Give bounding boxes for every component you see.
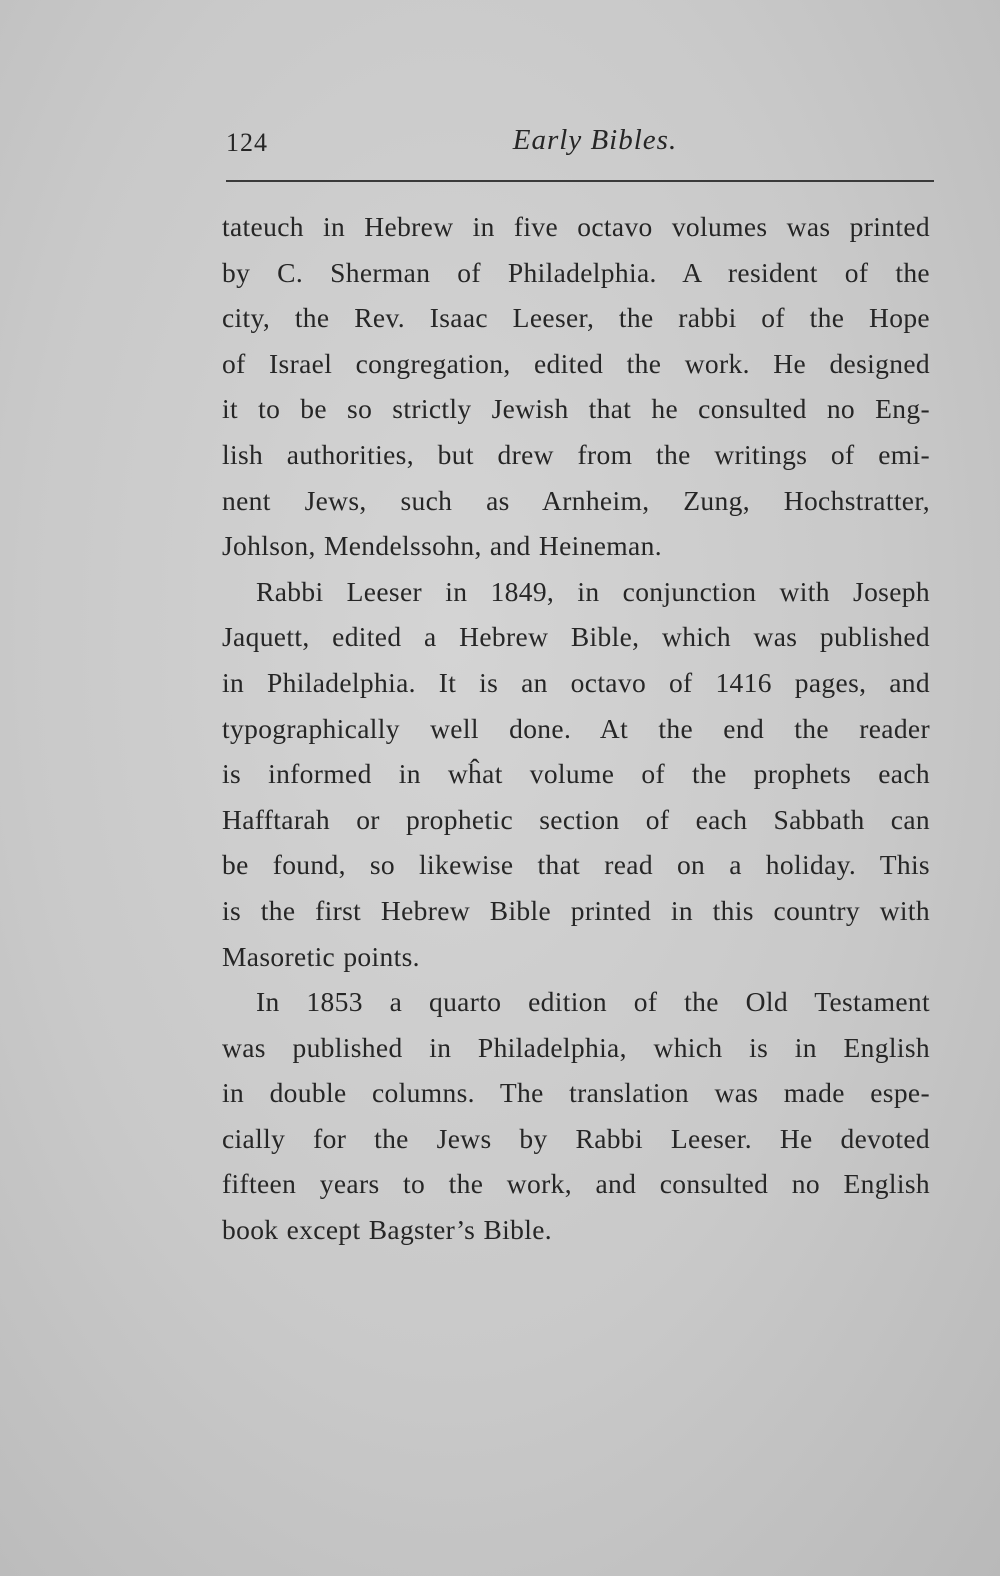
text-line: Hafftarah or prophetic section of each Sabbath can <box>222 803 930 835</box>
body-text <box>222 204 930 1253</box>
text-line: Jaquett, edited a Hebrew Bible, which was published <box>222 621 930 653</box>
text-line: typographically well done. At the end the reader <box>222 712 930 744</box>
paragraph-continuation <box>222 204 930 569</box>
page-number: 124 <box>226 128 268 157</box>
running-head <box>226 124 934 174</box>
text-line: was published in Philadelphia, which is in English <box>222 1031 930 1063</box>
text-line: Masoretic points. <box>222 940 420 972</box>
text-line: Johlson, Mendelssohn, and Heineman. <box>222 530 662 562</box>
paragraph-1853-edition <box>222 979 930 1253</box>
text-line: is informed in wĥat volume of the prophets each <box>222 758 930 790</box>
text-line: cially for the Jews by Rabbi Leeser. He devoted <box>222 1122 930 1154</box>
paragraph-leeser-1849 <box>222 569 930 979</box>
text-line: is the first Hebrew Bible printed in this country with <box>222 894 930 926</box>
text-line: fifteen years to the work, and consulted no English <box>222 1168 930 1200</box>
text-line: In 1853 a quarto edition of the Old Testament <box>256 986 930 1018</box>
text-line: tateuch in Hebrew in five octavo volumes was printed <box>222 211 930 242</box>
text-line: it to be so strictly Jewish that he consulted no Eng- <box>222 393 930 425</box>
text-line: of Israel congregation, edited the work. He designed <box>222 347 930 379</box>
text-line: city, the Rev. Isaac Leeser, the rabbi of the Hope <box>222 302 930 334</box>
text-line: lish authorities, but drew from the writings of emi- <box>222 438 930 470</box>
running-title: Early Bibles. <box>512 124 678 156</box>
text-line: be found, so likewise that read on a holiday. This <box>222 849 930 881</box>
text-line: in Philadelphia. It is an octavo of 1416 pages, and <box>222 666 930 698</box>
text-line: by C. Sherman of Philadelphia. A resident of the <box>222 256 930 288</box>
text-line: Rabbi Leeser in 1849, in conjunction with Joseph <box>256 575 930 607</box>
text-line: book except Bagster’s Bible. <box>222 1214 553 1246</box>
text-line: nent Jews, such as Arnheim, Zung, Hochstratter, <box>222 484 930 516</box>
header-rule <box>226 180 934 182</box>
text-line: in double columns. The translation was made espe- <box>222 1077 930 1109</box>
